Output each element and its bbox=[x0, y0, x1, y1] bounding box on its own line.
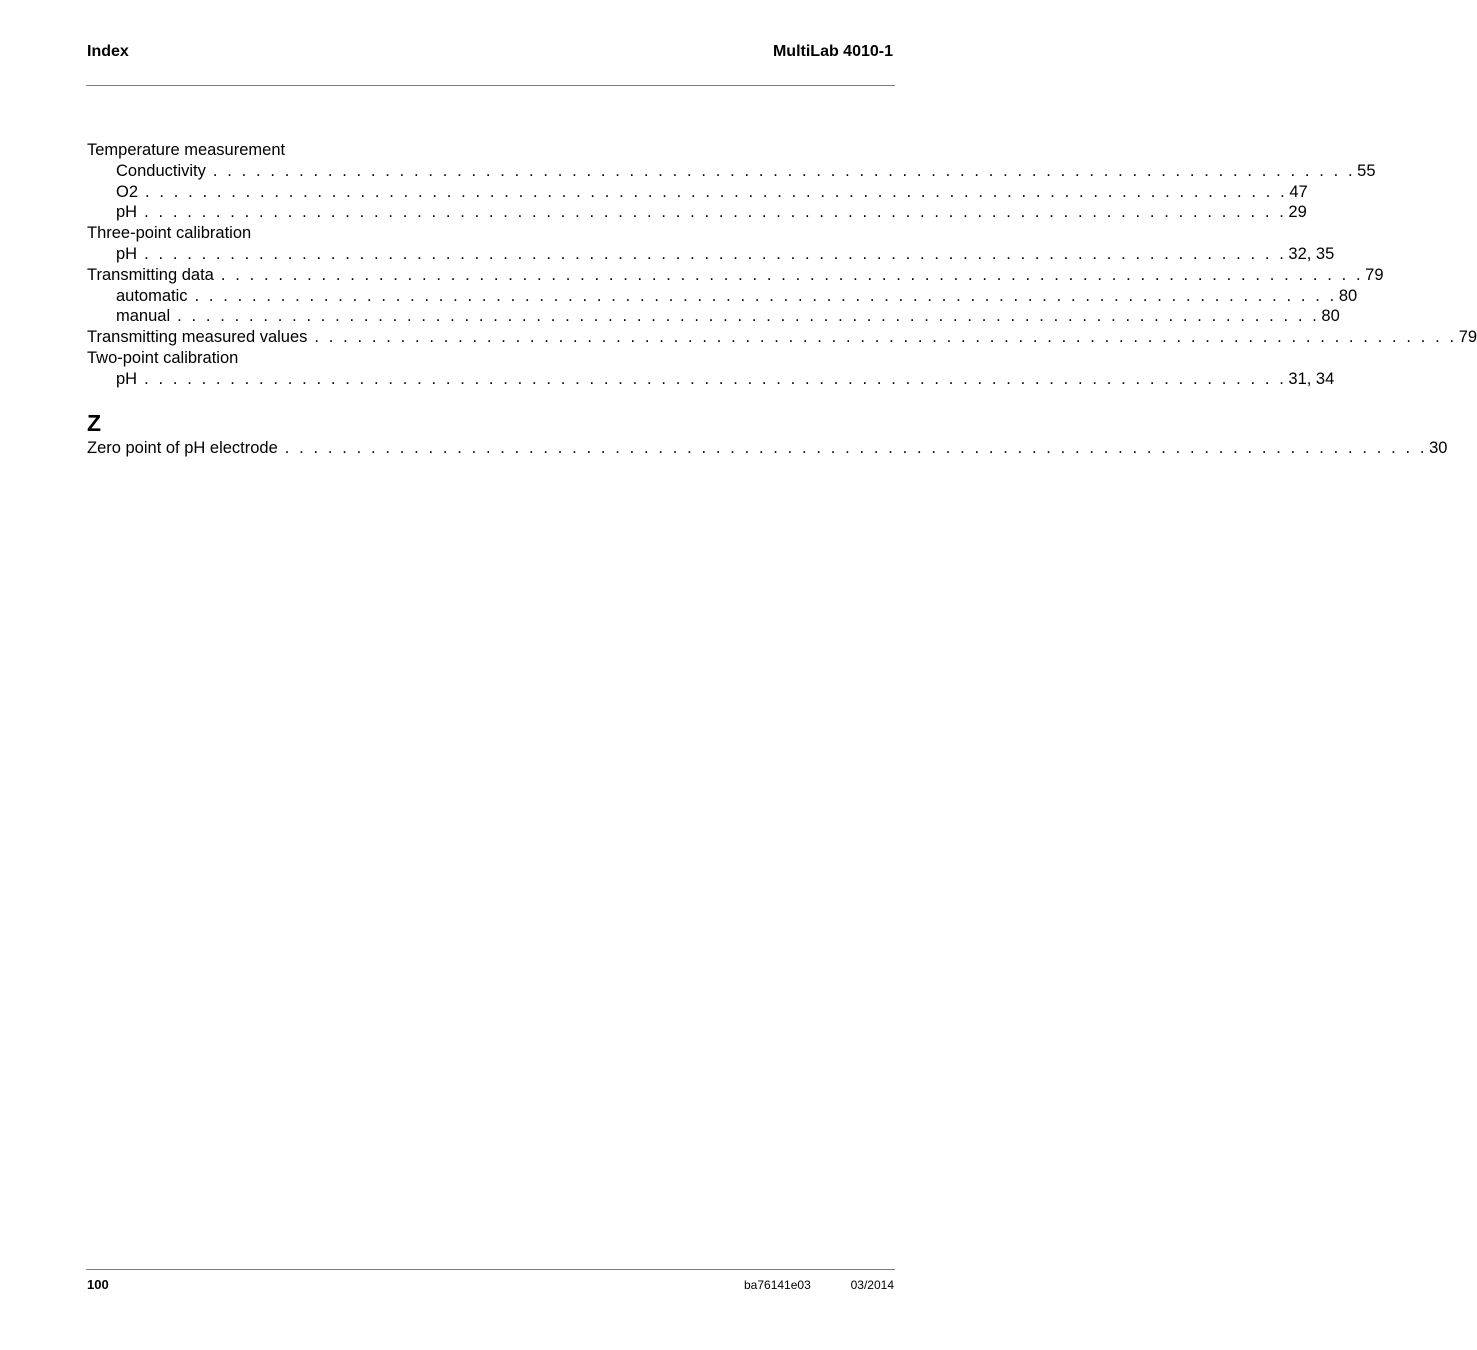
index-page-refs: 79 bbox=[1458, 328, 1477, 347]
index-page-refs: 32, 35 bbox=[1288, 244, 1335, 263]
index-term: O2 bbox=[116, 182, 139, 201]
index-term: Zero point of pH electrode bbox=[87, 438, 278, 457]
index-term: pH bbox=[116, 244, 138, 263]
index-term: Two-point calibration bbox=[87, 348, 239, 367]
index-term: pH bbox=[116, 369, 138, 388]
index-subentry bbox=[87, 202, 1307, 223]
dot-leader: . . . . . . . . . . . . . . . . . . . . . . . . . . . . . . . . . . . . . . . . . . . . . . . . . . . . . . . . . . . . . . . . . . . . . . . . . . . . . . . . bbox=[212, 161, 1356, 180]
index-page-refs: 55 bbox=[1357, 161, 1376, 180]
index-term: Three-point calibration bbox=[87, 224, 252, 243]
index-page-refs: 31, 34 bbox=[1288, 369, 1335, 388]
document-id: ba76141e03 bbox=[744, 1278, 811, 1292]
index-page-refs: 80 bbox=[1338, 286, 1358, 305]
index-term: automatic bbox=[116, 286, 188, 305]
index-term: Temperature measurement bbox=[87, 141, 286, 159]
index-term: Conductivity bbox=[116, 161, 206, 180]
index-term: Transmitting measured values bbox=[87, 328, 308, 347]
dot-leader: . . . . . . . . . . . . . . . . . . . . . . . . . . . . . . . . . . . . . . . . . . . . . . . . . . . . . . . . . . . . . . . . . . . . . . . . . . . . . . . . bbox=[220, 265, 1364, 284]
dot-leader: . . . . . . . . . . . . . . . . . . . . . . . . . . . . . . . . . . . . . . . . . . . . . . . . . . . . . . . . . . . . . . . . . . . . . . . . . . . . . . . . bbox=[144, 369, 1287, 388]
index-group-z bbox=[87, 438, 1448, 459]
index-term: Transmitting data bbox=[87, 265, 214, 284]
index-letter-heading: Z bbox=[87, 409, 102, 436]
dot-leader: . . . . . . . . . . . . . . . . . . . . . . . . . . . . . . . . . . . . . . . . . . . . . . . . . . . . . . . . . . . . . . . . . . . . . . . . . . . . . . . . bbox=[314, 328, 1457, 347]
index-entry bbox=[87, 327, 1477, 348]
index-subentry bbox=[87, 286, 1358, 307]
page-number: 100 bbox=[87, 1277, 109, 1292]
index-subentry bbox=[87, 369, 1335, 390]
index-page-refs: 79 bbox=[1365, 265, 1384, 284]
dot-leader: . . . . . . . . . . . . . . . . . . . . . . . . . . . . . . . . . . . . . . . . . . . . . . . . . . . . . . . . . . . . . . . . . . . . . . . . . . . . . . . . bbox=[144, 203, 1287, 222]
index-list bbox=[87, 140, 1477, 458]
document-date: 03/2014 bbox=[850, 1278, 894, 1292]
index-term: pH bbox=[116, 203, 138, 222]
index-term: manual bbox=[116, 307, 171, 326]
index-group-t bbox=[87, 140, 1477, 390]
index-entry bbox=[87, 348, 447, 369]
dot-leader: . . . . . . . . . . . . . . . . . . . . . . . . . . . . . . . . . . . . . . . . . . . . . . . . . . . . . . . . . . . . . . . . . . . . . . . . . . . . . . . . bbox=[177, 307, 1320, 326]
index-entry bbox=[87, 438, 1448, 459]
footer-divider bbox=[86, 1269, 895, 1270]
header-divider bbox=[86, 85, 895, 86]
index-page-refs: 30 bbox=[1429, 438, 1448, 457]
index-entry bbox=[87, 140, 447, 161]
index-subentry bbox=[87, 182, 1308, 203]
index-subentry bbox=[87, 244, 1335, 265]
index-subentry bbox=[87, 306, 1340, 327]
index-entry bbox=[87, 265, 1384, 286]
running-header-section: Index bbox=[87, 43, 129, 60]
index-page-refs: 29 bbox=[1288, 203, 1307, 222]
index-subentry bbox=[87, 161, 1376, 182]
dot-leader: . . . . . . . . . . . . . . . . . . . . . . . . . . . . . . . . . . . . . . . . . . . . . . . . . . . . . . . . . . . . . . . . . . . . . . . . . . . . . . . . bbox=[284, 438, 1428, 457]
dot-leader: . . . . . . . . . . . . . . . . . . . . . . . . . . . . . . . . . . . . . . . . . . . . . . . . . . . . . . . . . . . . . . . . . . . . . . . . . . . . . . . . bbox=[145, 182, 1288, 201]
dot-leader: . . . . . . . . . . . . . . . . . . . . . . . . . . . . . . . . . . . . . . . . . . . . . . . . . . . . . . . . . . . . . . . . . . . . . . . . . . . . . . . . bbox=[194, 286, 1337, 305]
index-entry bbox=[87, 223, 447, 244]
dot-leader: . . . . . . . . . . . . . . . . . . . . . . . . . . . . . . . . . . . . . . . . . . . . . . . . . . . . . . . . . . . . . . . . . . . . . . . . . . . . . . . . bbox=[144, 244, 1287, 263]
running-header-product: MultiLab 4010-1 bbox=[772, 43, 893, 60]
index-page-refs: 47 bbox=[1289, 182, 1308, 201]
index-page-refs: 80 bbox=[1321, 307, 1340, 326]
